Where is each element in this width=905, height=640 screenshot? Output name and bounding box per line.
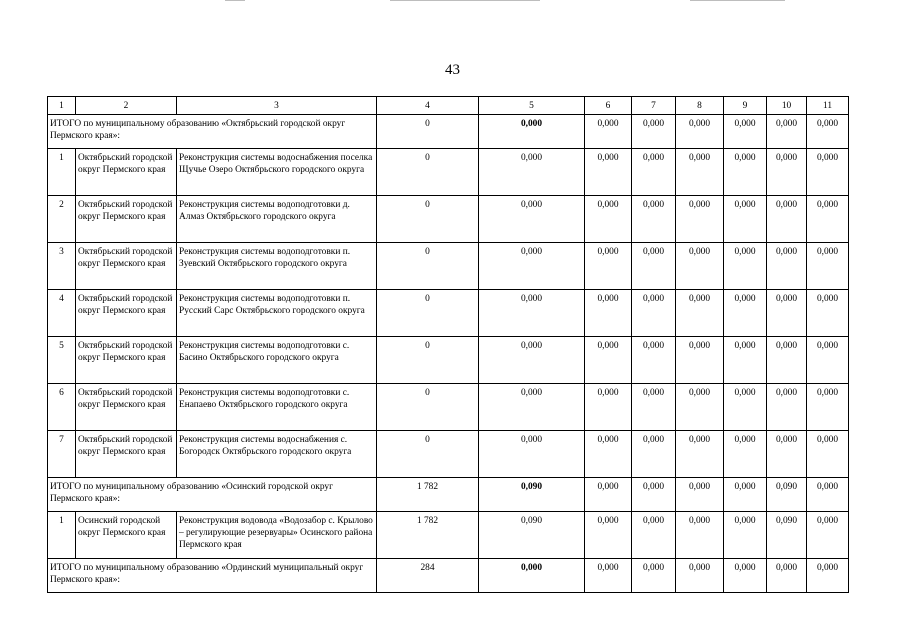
table-cell: 0: [377, 337, 479, 384]
table-cell: Реконструкция системы водоподготовки п. Зуевский Октябрьского городского округа: [177, 243, 377, 290]
table-cell: 7: [48, 431, 76, 478]
table-cell: 0,000: [676, 290, 724, 337]
table-cell: Реконструкция системы водоснабжения поселка Щучье Озеро Октябрьского городского округа: [177, 149, 377, 196]
table-cell: 0,000: [724, 559, 767, 593]
header-cell: 3: [177, 97, 377, 115]
table-cell: 0: [377, 149, 479, 196]
table-cell: 0,000: [676, 559, 724, 593]
table-cell: Реконструкция системы водоснабжения с. Богородск Октябрьского городского округа: [177, 431, 377, 478]
table-cell: 2: [48, 196, 76, 243]
table-cell: 4: [48, 290, 76, 337]
scan-artifact-line: [225, 0, 245, 1]
header-row: [48, 97, 849, 115]
table-cell: 0,000: [676, 337, 724, 384]
table-cell: 0,000: [724, 337, 767, 384]
table-cell: 0,000: [632, 243, 676, 290]
table-cell: 0,000: [585, 290, 632, 337]
table-row: [48, 431, 849, 478]
table-cell: 0,000: [585, 559, 632, 593]
table-row: [48, 149, 849, 196]
table-cell: 0,000: [676, 196, 724, 243]
table-cell: 0,000: [767, 337, 807, 384]
table-cell: 0,000: [585, 384, 632, 431]
table-cell: 0,000: [807, 290, 849, 337]
table-cell: 0,000: [632, 431, 676, 478]
page-number: 43: [445, 62, 460, 78]
table-cell: 0,000: [479, 384, 585, 431]
table-cell: Реконструкция системы водоподготовки с. Енапаево Октябрьского городского округа: [177, 384, 377, 431]
table-cell: Октябрьский городской округ Пермского края: [76, 243, 177, 290]
table-cell: 0,000: [585, 149, 632, 196]
table-cell: 0,000: [585, 196, 632, 243]
table-cell: 0,090: [767, 478, 807, 512]
table-cell: 0,000: [632, 478, 676, 512]
table-cell: 0,000: [724, 478, 767, 512]
table-cell: 0,000: [585, 512, 632, 559]
table-cell: Октябрьский городской округ Пермского края: [76, 290, 177, 337]
total-row: [48, 115, 849, 149]
table-cell: 0,000: [807, 512, 849, 559]
table-cell: 0,000: [585, 431, 632, 478]
header-cell: 8: [676, 97, 724, 115]
header-cell: 1: [48, 97, 76, 115]
table-cell: 0,000: [724, 512, 767, 559]
table-cell: 0,000: [632, 115, 676, 149]
table-row: [48, 384, 849, 431]
table-cell: 0,000: [724, 290, 767, 337]
table-cell: 0,000: [632, 196, 676, 243]
table-cell: 0,000: [724, 384, 767, 431]
table-cell: Реконструкция системы водоподготовки с. Басино Октябрьского городского округа: [177, 337, 377, 384]
table-cell: 0,000: [767, 384, 807, 431]
table-cell: 0,000: [724, 149, 767, 196]
table-cell: Октябрьский городской округ Пермского края: [76, 337, 177, 384]
table-cell: 0: [377, 431, 479, 478]
table-cell: 0,000: [807, 431, 849, 478]
table-cell: 0,000: [807, 196, 849, 243]
table-cell: Октябрьский городской округ Пермского края: [76, 431, 177, 478]
table-cell: 0,000: [767, 290, 807, 337]
table-cell: 0,000: [479, 115, 585, 149]
total-row: [48, 478, 849, 512]
table-cell: 0,000: [767, 115, 807, 149]
header-cell: 6: [585, 97, 632, 115]
table-cell: 0,000: [676, 243, 724, 290]
table-cell: 0,000: [479, 290, 585, 337]
table-row: [48, 243, 849, 290]
table-cell: 0,000: [585, 478, 632, 512]
table-cell: 0,000: [632, 337, 676, 384]
header-cell: 10: [767, 97, 807, 115]
table-cell: 1: [48, 149, 76, 196]
table-cell: 1 782: [377, 512, 479, 559]
table-cell: 0,000: [724, 243, 767, 290]
table-cell: 0,000: [632, 290, 676, 337]
table-cell: 0,000: [632, 149, 676, 196]
table-cell: 0: [377, 115, 479, 149]
header-cell: 11: [807, 97, 849, 115]
table-cell: 0,000: [767, 243, 807, 290]
table-cell: 0,000: [724, 431, 767, 478]
data-table: [47, 96, 849, 593]
table-cell: 0,000: [676, 478, 724, 512]
header-cell: 9: [724, 97, 767, 115]
table-cell: 0,000: [632, 384, 676, 431]
total-row: [48, 559, 849, 593]
table-cell: 0,000: [724, 115, 767, 149]
table-cell: 0: [377, 196, 479, 243]
table-row: [48, 512, 849, 559]
table-cell: 0,000: [767, 196, 807, 243]
table-cell: 0,000: [632, 512, 676, 559]
table-cell: 0,000: [724, 196, 767, 243]
table-cell: 0,090: [767, 512, 807, 559]
table-cell: 0,000: [676, 431, 724, 478]
table-cell: 0,090: [479, 512, 585, 559]
header-cell: 4: [377, 97, 479, 115]
table-cell: 0,000: [585, 243, 632, 290]
table-cell: Реконструкция системы водоподготовки д. Алмаз Октябрьского городского округа: [177, 196, 377, 243]
header-cell: 5: [479, 97, 585, 115]
table-cell: 0: [377, 384, 479, 431]
table-cell: 0,000: [632, 559, 676, 593]
table-cell: 0,000: [807, 337, 849, 384]
table-cell: 0,000: [676, 384, 724, 431]
table-cell: 0,000: [479, 337, 585, 384]
table-cell: 0,000: [479, 431, 585, 478]
table-cell: 0,000: [479, 196, 585, 243]
table-row: [48, 196, 849, 243]
table-cell: 0,000: [479, 559, 585, 593]
table-cell: ИТОГО по муниципальному образованию «Октябрьский городской округ Пермского края»:: [48, 115, 377, 149]
table-cell: 0,000: [479, 243, 585, 290]
table-row: [48, 337, 849, 384]
table-cell: 0,000: [807, 115, 849, 149]
table-cell: Реконструкция водовода «Водозабор с. Крылово – регулирующие резервуары» Осинского района Пермского края: [177, 512, 377, 559]
table-cell: 0,000: [676, 149, 724, 196]
table-cell: 284: [377, 559, 479, 593]
table-cell: 6: [48, 384, 76, 431]
table-cell: 1 782: [377, 478, 479, 512]
table-cell: ИТОГО по муниципальному образованию «Осинский городской округ Пермского края»:: [48, 478, 377, 512]
header-cell: 7: [632, 97, 676, 115]
table-cell: 5: [48, 337, 76, 384]
table-cell: Реконструкция системы водоподготовки п. Русский Сарс Октябрьского городского округа: [177, 290, 377, 337]
table-cell: 0,000: [767, 149, 807, 196]
table-cell: 0: [377, 290, 479, 337]
table-cell: 0,000: [585, 115, 632, 149]
table-cell: Осинский городской округ Пермского края: [76, 512, 177, 559]
table-row: [48, 290, 849, 337]
table-cell: 0,000: [807, 559, 849, 593]
table-cell: 0,000: [585, 337, 632, 384]
table-cell: 0,000: [479, 149, 585, 196]
table-cell: 0,000: [676, 115, 724, 149]
table-cell: 3: [48, 243, 76, 290]
table-cell: 0: [377, 243, 479, 290]
scan-artifact-line: [690, 0, 785, 1]
header-cell: 2: [76, 97, 177, 115]
table-cell: 0,000: [807, 243, 849, 290]
table-cell: Октябрьский городской округ Пермского края: [76, 149, 177, 196]
table-cell: 0,000: [807, 149, 849, 196]
table-cell: 0,000: [807, 384, 849, 431]
table-cell: 0,000: [807, 478, 849, 512]
table-cell: 1: [48, 512, 76, 559]
table-cell: 0,000: [676, 512, 724, 559]
table-cell: Октябрьский городской округ Пермского края: [76, 196, 177, 243]
table-cell: 0,090: [479, 478, 585, 512]
table-cell: Октябрьский городской округ Пермского края: [76, 384, 177, 431]
table-cell: ИТОГО по муниципальному образованию «Ординский муниципальный округ Пермского края»:: [48, 559, 377, 593]
scan-artifact-line: [390, 0, 540, 1]
table-cell: 0,000: [767, 559, 807, 593]
table-cell: 0,000: [767, 431, 807, 478]
